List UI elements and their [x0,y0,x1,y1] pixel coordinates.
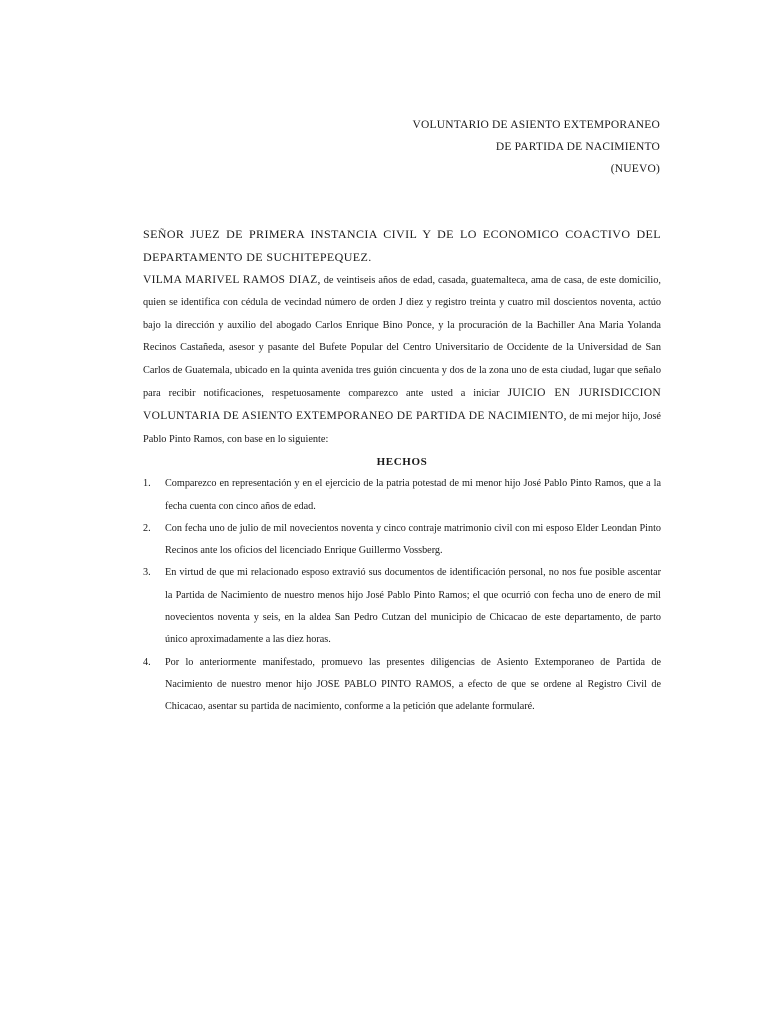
fact-text: En virtud de que mi relacionado esposo extravió sus documentos de identificación personal, no nos fue posible ascentar la Partida de Nacimiento de nuestro menos hijo José Pablo Pinto Ramos; el que ocurrió con fecha uno de enero de mil novecientos noventa y seis, en la aldea San Pedro Cutzan del municipio de Chicacao de este departamento, de parto único aproximadamente a las diez horas. [165,567,661,646]
facts-heading: HECHOS [376,456,428,469]
fact-number: 2. [143,522,151,534]
title-line-2: DE PARTIDA DE NACIMIENTO [495,141,660,153]
title-line-3: (NUEVO) [610,163,660,175]
document-title [413,114,660,180]
fact-number: 4. [143,656,151,668]
fact-item [143,652,661,719]
intro-text-2: de mi mejor hijo, José Pablo Pinto Ramos, con base en lo siguiente: [143,411,661,445]
fact-text: Por lo anteriormente manifestado, promuevo las presentes diligencias de Asiento Extemporaneo de Partida de Nacimiento de nuestro menor hijo JOSE PABLO PINTO RAMOS, a efecto de que se ordene al Registro Civil de Chicacao, asentar su partida de nacimiento, conforme a la petición que adelante formularé. [165,656,661,713]
document-body [143,223,661,719]
fact-number: 1. [143,478,151,490]
intro-text-1: de veintiseis años de edad, casada, guatemalteca, ama de casa, de este domicilio, quien se identifica con cédula de vecindad número de orden J diez y registro treinta y cuatro mil doscientos noventa, actúo bajo la dirección y auxilio del abogado Carlos Enrique Bino Ponce, y la procuración de la Bachiller Ana Maria Yolanda Recinos Castañeda, asesor y pasante del Bufete Popular del Centro Universitario de Occidente de la Universidad de San Carlos de Guatemala, ubicado en la quinta avenida tres guión cincuenta y dos de la zona uno de esta ciudad, lugar que señalo para recibir notificaciones, respetuosamente comparezco ante usted a iniciar [143,275,661,400]
trial-type: JUICIO EN JURISDICCION VOLUNTARIA DE ASIENTO EXTEMPORANEO DE PARTIDA DE NACIMIENTO, [143,387,661,423]
addressee: SEÑOR JUEZ DE PRIMERA INSTANCIA CIVIL Y DE LO ECONOMICO COACTIVO DEL DEPARTAMENTO DE SUCHITEPEQUEZ. [143,227,661,264]
intro-paragraph [143,269,661,451]
fact-number: 3. [143,567,151,579]
fact-text: Con fecha uno de julio de mil novecientos noventa y cinco contraje matrimonio civil con mi esposo Elder Leondan Pinto Recinos ante los oficios del licenciado Enrique Guillermo Vossberg. [165,522,661,557]
facts-list [143,473,661,718]
petitioner-name: VILMA MARIVEL RAMOS DIAZ, [143,274,321,286]
title-line-1: VOLUNTARIO DE ASIENTO EXTEMPORANEO [412,119,660,131]
fact-text: Comparezco en representación y en el ejercicio de la patria potestad de mi menor hijo José Pablo Pinto Ramos, que a la fecha cuenta con cinco años de edad. [165,478,661,512]
fact-item [143,562,661,651]
fact-item [143,473,661,518]
fact-item [143,518,661,563]
